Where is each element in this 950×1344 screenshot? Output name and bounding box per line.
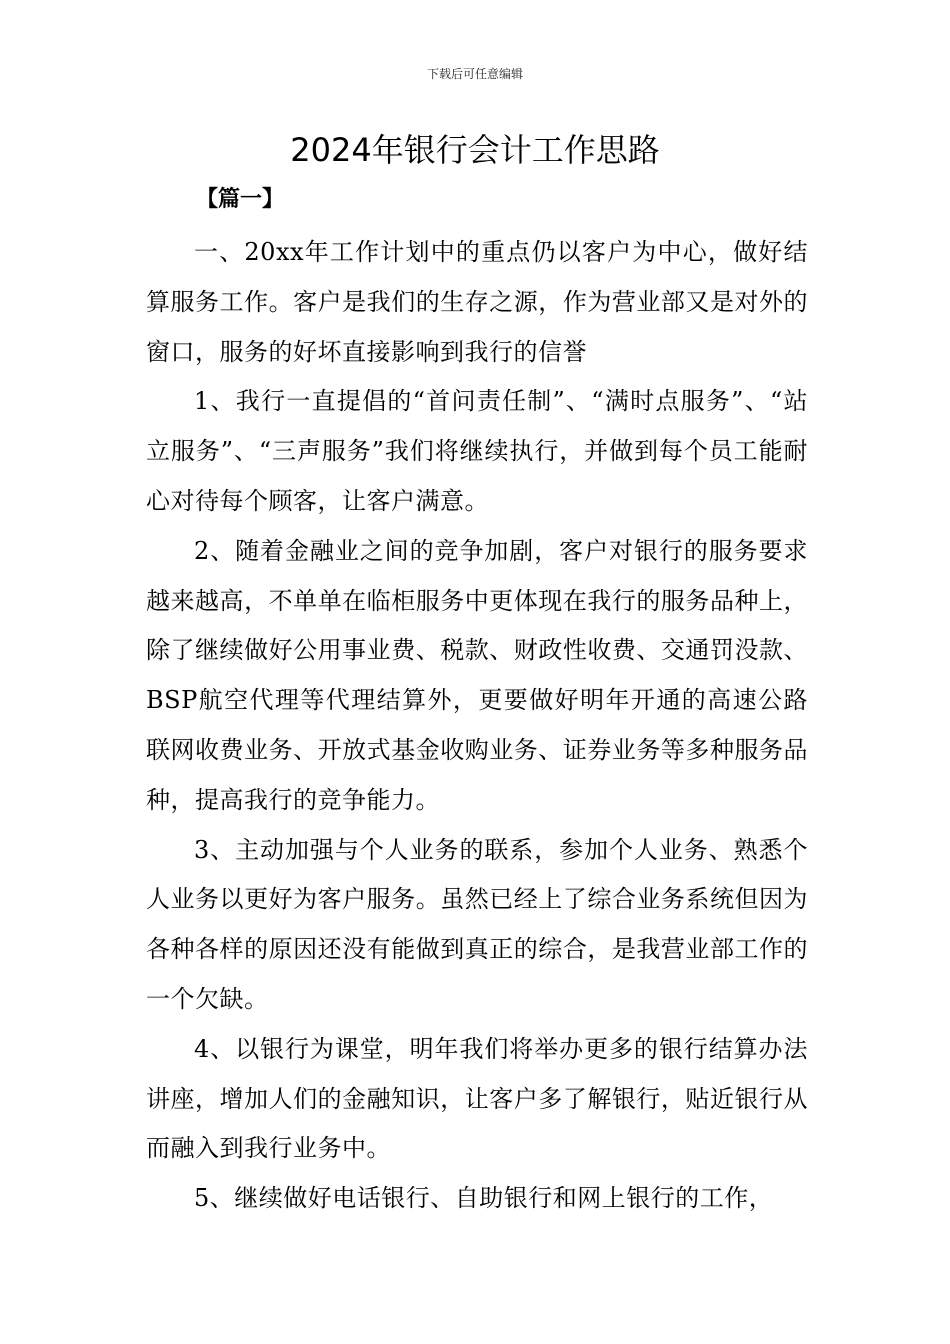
paragraph: 1、我行一直提倡的“首问责任制”、“满时点服务”、“站立服务”、“三声服务”我们将继续执行，并做到每个员工能耐心对待每个顾客，让客户满意。 (146, 387, 808, 515)
section-label: 【篇一】 (196, 187, 285, 212)
header-note: 下载后可任意编辑 (426, 67, 523, 81)
document-title: 2024年银行会计工作思路 (290, 131, 660, 169)
paragraph: 4、以银行为课堂，明年我们将举办更多的银行结算办法讲座，增加人们的金融知识，让客户多了解银行，贴近银行从而融入到我行业务中。 (146, 1034, 808, 1163)
paragraph: 2、随着金融业之间的竞争加剧，客户对银行的服务要求越来越高，不单单在临柜服务中更体现在我行的服务品种上，除了继续做好公用事业费、税款、财政性收费、交通罚没款、BSP航空代理等代理结算外，更要做好明年开通的高速公路联网收费业务、开放式基金收购业务、证券业务等多种服务品种，提高我行的竞争能力。 (146, 536, 808, 814)
document-body (146, 228, 808, 1224)
paragraph: 5、继续做好电话银行、自助银行和网上银行的工作， (194, 1184, 774, 1213)
paragraph: 3、主动加强与个人业务的联系，参加个人业务、熟悉个人业务以更好为客户服务。虽然已经上了综合业务系统但因为各种各样的原因还没有能做到真正的综合，是我营业部工作的一个欠缺。 (146, 835, 808, 1013)
paragraph: 一、20xx年工作计划中的重点仍以客户为中心，做好结算服务工作。客户是我们的生存之源，作为营业部又是对外的窗口，服务的好坏直接影响到我行的信誉 (146, 238, 808, 366)
